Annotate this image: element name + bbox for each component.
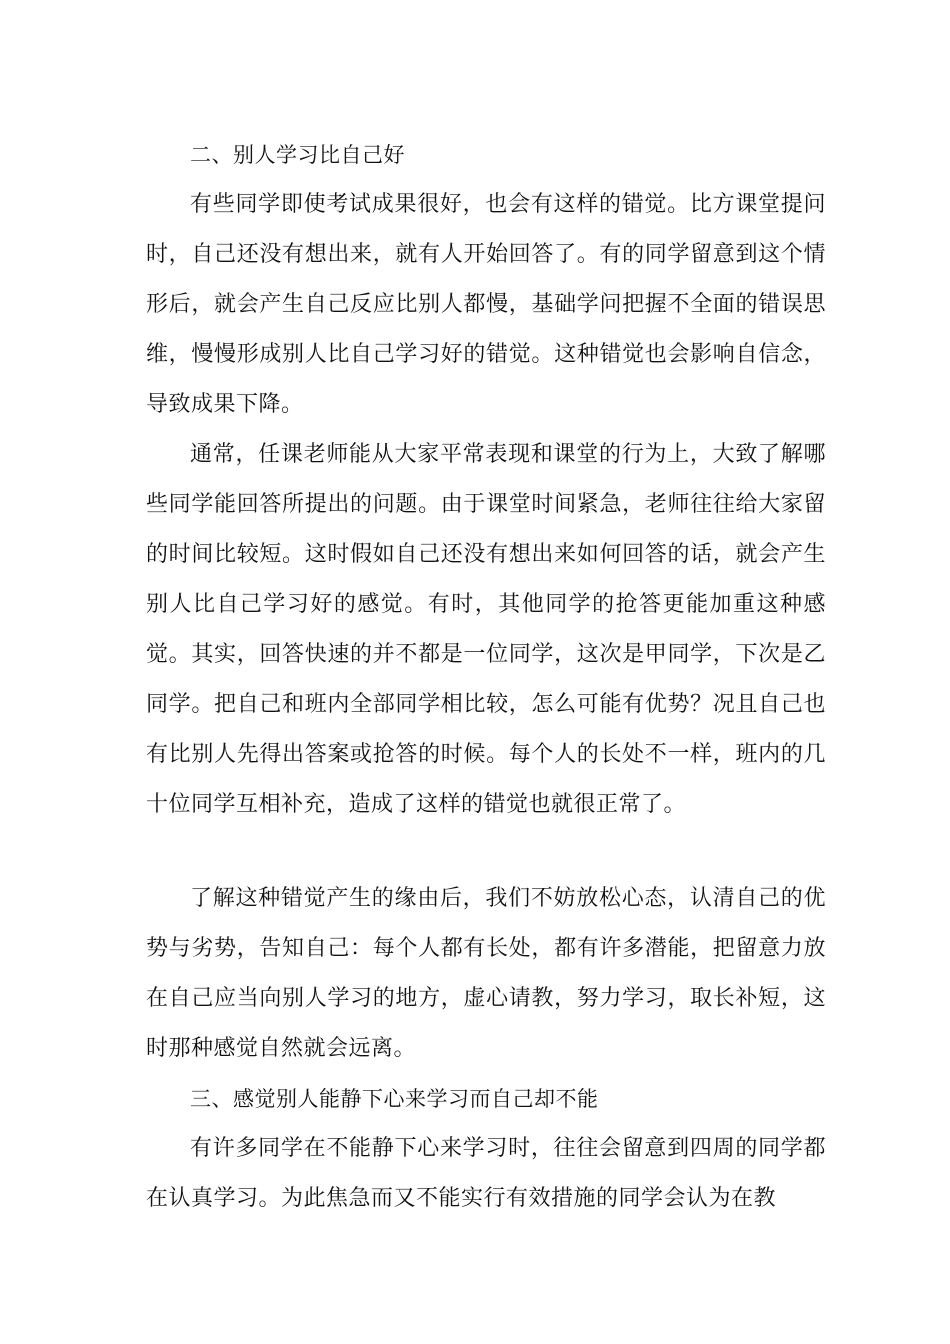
section-heading-3: 三、感觉别人能静下心来学习而自己却不能 — [190, 1087, 599, 1111]
paragraph-3: 了解这种错觉产生的缘由后，我们不妨放松心态，认清自己的优势与劣势，告知自己：每个人都有长处，都有许多潜能，把留意力放在自己应当向别人学习的地方，虚心请教，努力学习，取长补短，这时那种感觉自然就会远离。 — [146, 886, 826, 1061]
paragraph-spacer — [146, 830, 826, 874]
paragraph-4: 有许多同学在不能静下心来学习时，往往会留意到四周的同学都在认真学习。为此焦急而又不能实行有效措施的同学会认为在教 — [146, 1136, 826, 1211]
document-body — [146, 130, 826, 1224]
section-heading-2: 二、别人学习比自己好 — [190, 143, 405, 167]
paragraph-2: 通常，任课老师能从大家平常表现和课堂的行为上，大致了解哪些同学能回答所提出的问题。由于课堂时间紧急，老师往往给大家留的时间比较短。这时假如自己还没有想出来如何回答的话，就会产生别人比自己学习好的感觉。有时，其他同学的抢答更能加重这种感觉。其实，回答快速的并不都是一位同学，这次是甲同学，下次是乙同学。把自己和班内全部同学相比较，怎么可能有优势？况且自己也有比别人先得出答案或抢答的时候。每个人的长处不一样，班内的几十位同学互相补充，造成了这样的错觉也就很正常了。 — [146, 442, 826, 817]
paragraph-1: 有些同学即使考试成果很好，也会有这样的错觉。比方课堂提问时，自己还没有想出来，就有人开始回答了。有的同学留意到这个情形后，就会产生自己反应比别人都慢，基础学问把握不全面的错误思维，慢慢形成别人比自己学习好的错觉。这种错觉也会影响自信念，导致成果下降。 — [146, 192, 826, 417]
